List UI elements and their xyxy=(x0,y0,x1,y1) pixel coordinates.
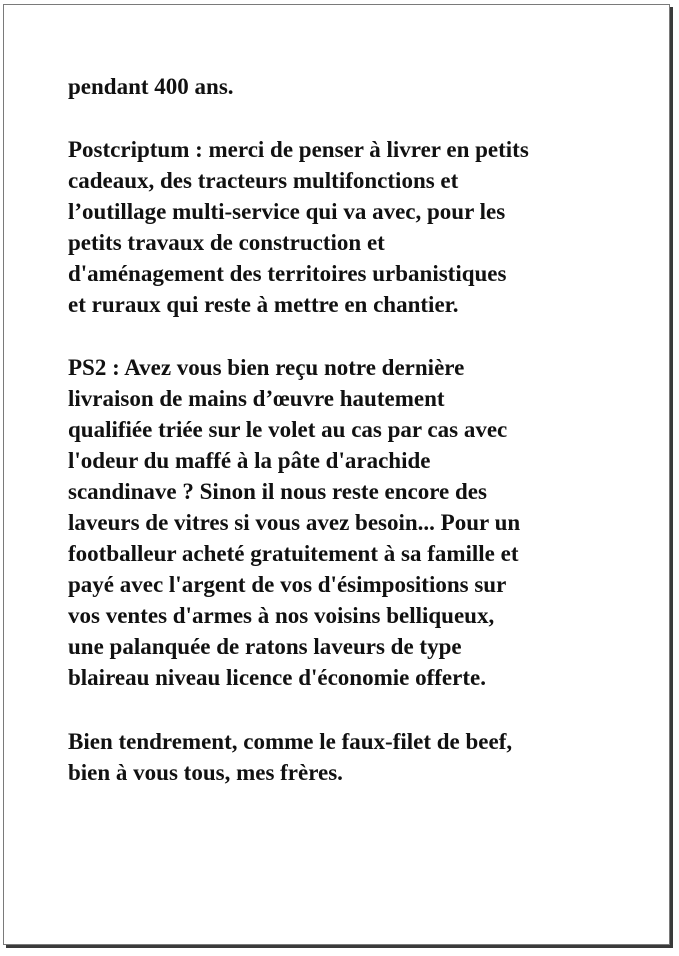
paragraph-ps2: PS2 : Avez vous bien reçu notre dernière livraison de mains d’œuvre hautement qualifiée triée sur le volet au cas par cas avec l'odeur du maffé à la pâte d'arachide scandinave ? Sinon il nous reste encore des laveurs de vitres si vous avez besoin... Pour un footballeur acheté gratuitement à sa famille et payé avec l'argent de vos d'ésimpositions sur vos ventes d'armes à nos voisins belliqueux, une palanquée de ratons laveurs de type blaireau niveau licence d'économie offerte. xyxy=(68,355,521,690)
document-page xyxy=(3,4,670,945)
paragraph-closing-line: pendant 400 ans. xyxy=(68,74,234,99)
paragraph-postscript: Postcriptum : merci de penser à livrer en petits cadeaux, des tracteurs multifonctions et l’outillage multi-service qui va avec, pour les petits travaux de construction et d'aménagement des territoires urbanistiques et ruraux qui reste à mettre en chantier. xyxy=(68,137,529,317)
paragraph-sign-off: Bien tendrement, comme le faux-filet de beef, bien à vous tous, mes frères. xyxy=(68,729,513,785)
page-body xyxy=(68,71,628,788)
